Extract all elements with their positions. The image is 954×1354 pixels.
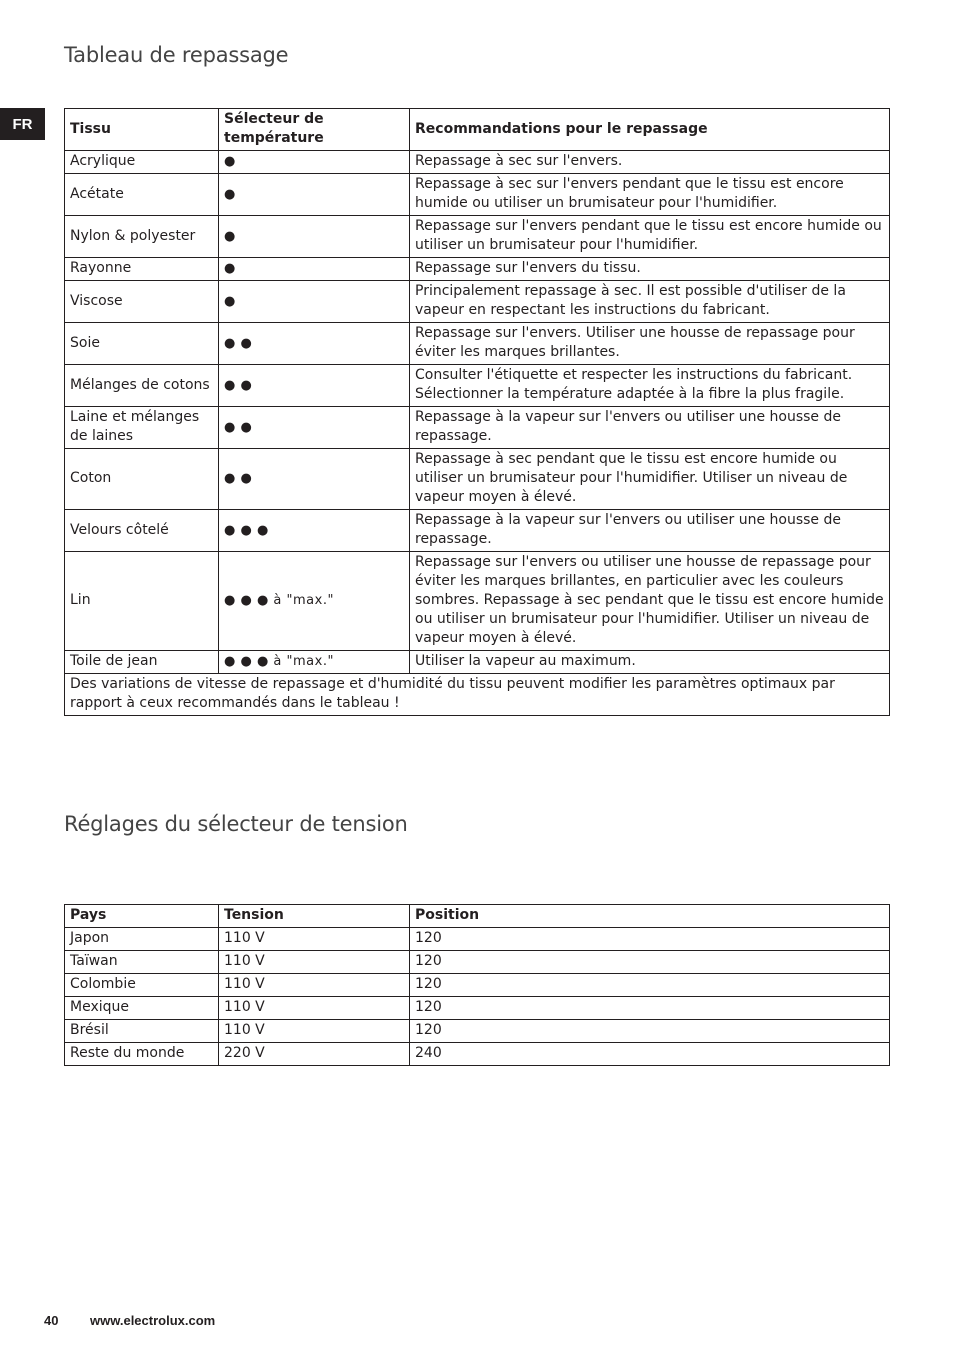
header-fabric: Tissu [65,109,219,151]
recommendation-cell: Repassage à sec pendant que le tissu est encore humide ou utiliser un brumisateur pour l'humidifier. Utiliser un niveau de vapeur moyen à élevé. [410,449,890,510]
recommendation-cell: Repassage à la vapeur sur l'envers ou utiliser une housse de repassage. [410,407,890,449]
fabric-cell: Laine et mélanges de laines [65,407,219,449]
table-row [65,552,890,651]
recommendation-cell: Repassage sur l'envers du tissu. [410,258,890,281]
table-row [65,407,890,449]
recommendation-cell: Repassage à sec sur l'envers pendant que le tissu est encore humide ou utiliser un brumisateur pour l'humidifier. [410,174,890,216]
tension-cell: 220 V [219,1043,410,1066]
temperature-cell: ● ● ● [219,510,410,552]
voltage-table-title: Réglages du sélecteur de tension [64,812,408,836]
table-row [65,216,890,258]
tension-cell: 110 V [219,1020,410,1043]
country-cell: Mexique [65,997,219,1020]
ironing-note-row [65,674,890,716]
table-row [65,323,890,365]
voltage-table-header [65,905,890,928]
table-row [65,974,890,997]
table-row [65,151,890,174]
page-number: 40 [44,1313,59,1328]
temperature-cell: ● [219,281,410,323]
tension-cell: 110 V [219,928,410,951]
temperature-cell: ● ● ● à "max." [219,552,410,651]
temperature-cell: ● [219,258,410,281]
temperature-cell: ● [219,216,410,258]
country-cell: Reste du monde [65,1043,219,1066]
recommendation-cell: Principalement repassage à sec. Il est possible d'utiliser de la vapeur en respectant les instructions du fabricant. [410,281,890,323]
fabric-cell: Viscose [65,281,219,323]
header-temperature: Sélecteur de température [219,109,410,151]
language-tab: FR [0,108,45,140]
voltage-table [64,904,890,1066]
recommendation-cell: Repassage sur l'envers ou utiliser une housse de repassage pour éviter les marques brillantes, en particulier avec les couleurs sombres. Repassage à sec pendant que le tissu est encore humide ou utiliser un brumisateur pour l'humidifier. Utiliser un niveau de vapeur moyen à élevé. [410,552,890,651]
temperature-cell: ● ● [219,407,410,449]
table-row [65,174,890,216]
temperature-cell: ● ● [219,323,410,365]
ironing-note: Des variations de vitesse de repassage et d'humidité du tissu peuvent modifier les paramètres optimaux par rapport à ceux recommandés dans le tableau ! [65,674,890,716]
position-cell: 240 [410,1043,890,1066]
fabric-cell: Velours côtelé [65,510,219,552]
ironing-table [64,108,890,716]
table-row [65,281,890,323]
table-row [65,997,890,1020]
position-cell: 120 [410,951,890,974]
website-link[interactable]: www.electrolux.com [90,1313,216,1328]
header-position: Position [410,905,890,928]
country-cell: Brésil [65,1020,219,1043]
tension-cell: 110 V [219,951,410,974]
table-row [65,951,890,974]
recommendation-cell: Repassage à sec sur l'envers. [410,151,890,174]
table-row [65,1020,890,1043]
temperature-cell: ● ● ● à "max." [219,651,410,674]
fabric-cell: Acrylique [65,151,219,174]
recommendation-cell: Repassage sur l'envers. Utiliser une housse de repassage pour éviter les marques brillantes. [410,323,890,365]
recommendation-cell: Consulter l'étiquette et respecter les instructions du fabricant. Sélectionner la température adaptée à la fibre la plus fragile. [410,365,890,407]
fabric-cell: Lin [65,552,219,651]
header-recommendations: Recommandations pour le repassage [410,109,890,151]
position-cell: 120 [410,1020,890,1043]
country-cell: Japon [65,928,219,951]
recommendation-cell: Repassage à la vapeur sur l'envers ou utiliser une housse de repassage. [410,510,890,552]
fabric-cell: Rayonne [65,258,219,281]
table-row [65,510,890,552]
temperature-cell: ● [219,151,410,174]
table-row [65,365,890,407]
header-country: Pays [65,905,219,928]
fabric-cell: Toile de jean [65,651,219,674]
table-row [65,258,890,281]
table-row [65,1043,890,1066]
fabric-cell: Acétate [65,174,219,216]
tension-cell: 110 V [219,997,410,1020]
fabric-cell: Soie [65,323,219,365]
fabric-cell: Nylon & polyester [65,216,219,258]
fabric-cell: Mélanges de cotons [65,365,219,407]
table-row [65,928,890,951]
ironing-table-header [65,109,890,151]
recommendation-cell: Utiliser la vapeur au maximum. [410,651,890,674]
position-cell: 120 [410,974,890,997]
fabric-cell: Coton [65,449,219,510]
temperature-cell: ● [219,174,410,216]
header-tension: Tension [219,905,410,928]
temperature-cell: ● ● [219,449,410,510]
temperature-cell: ● ● [219,365,410,407]
tension-cell: 110 V [219,974,410,997]
ironing-table-title: Tableau de repassage [64,43,289,67]
country-cell: Colombie [65,974,219,997]
position-cell: 120 [410,997,890,1020]
table-row [65,449,890,510]
position-cell: 120 [410,928,890,951]
table-row [65,651,890,674]
recommendation-cell: Repassage sur l'envers pendant que le tissu est encore humide ou utiliser un brumisateur pour l'humidifier. [410,216,890,258]
country-cell: Taïwan [65,951,219,974]
